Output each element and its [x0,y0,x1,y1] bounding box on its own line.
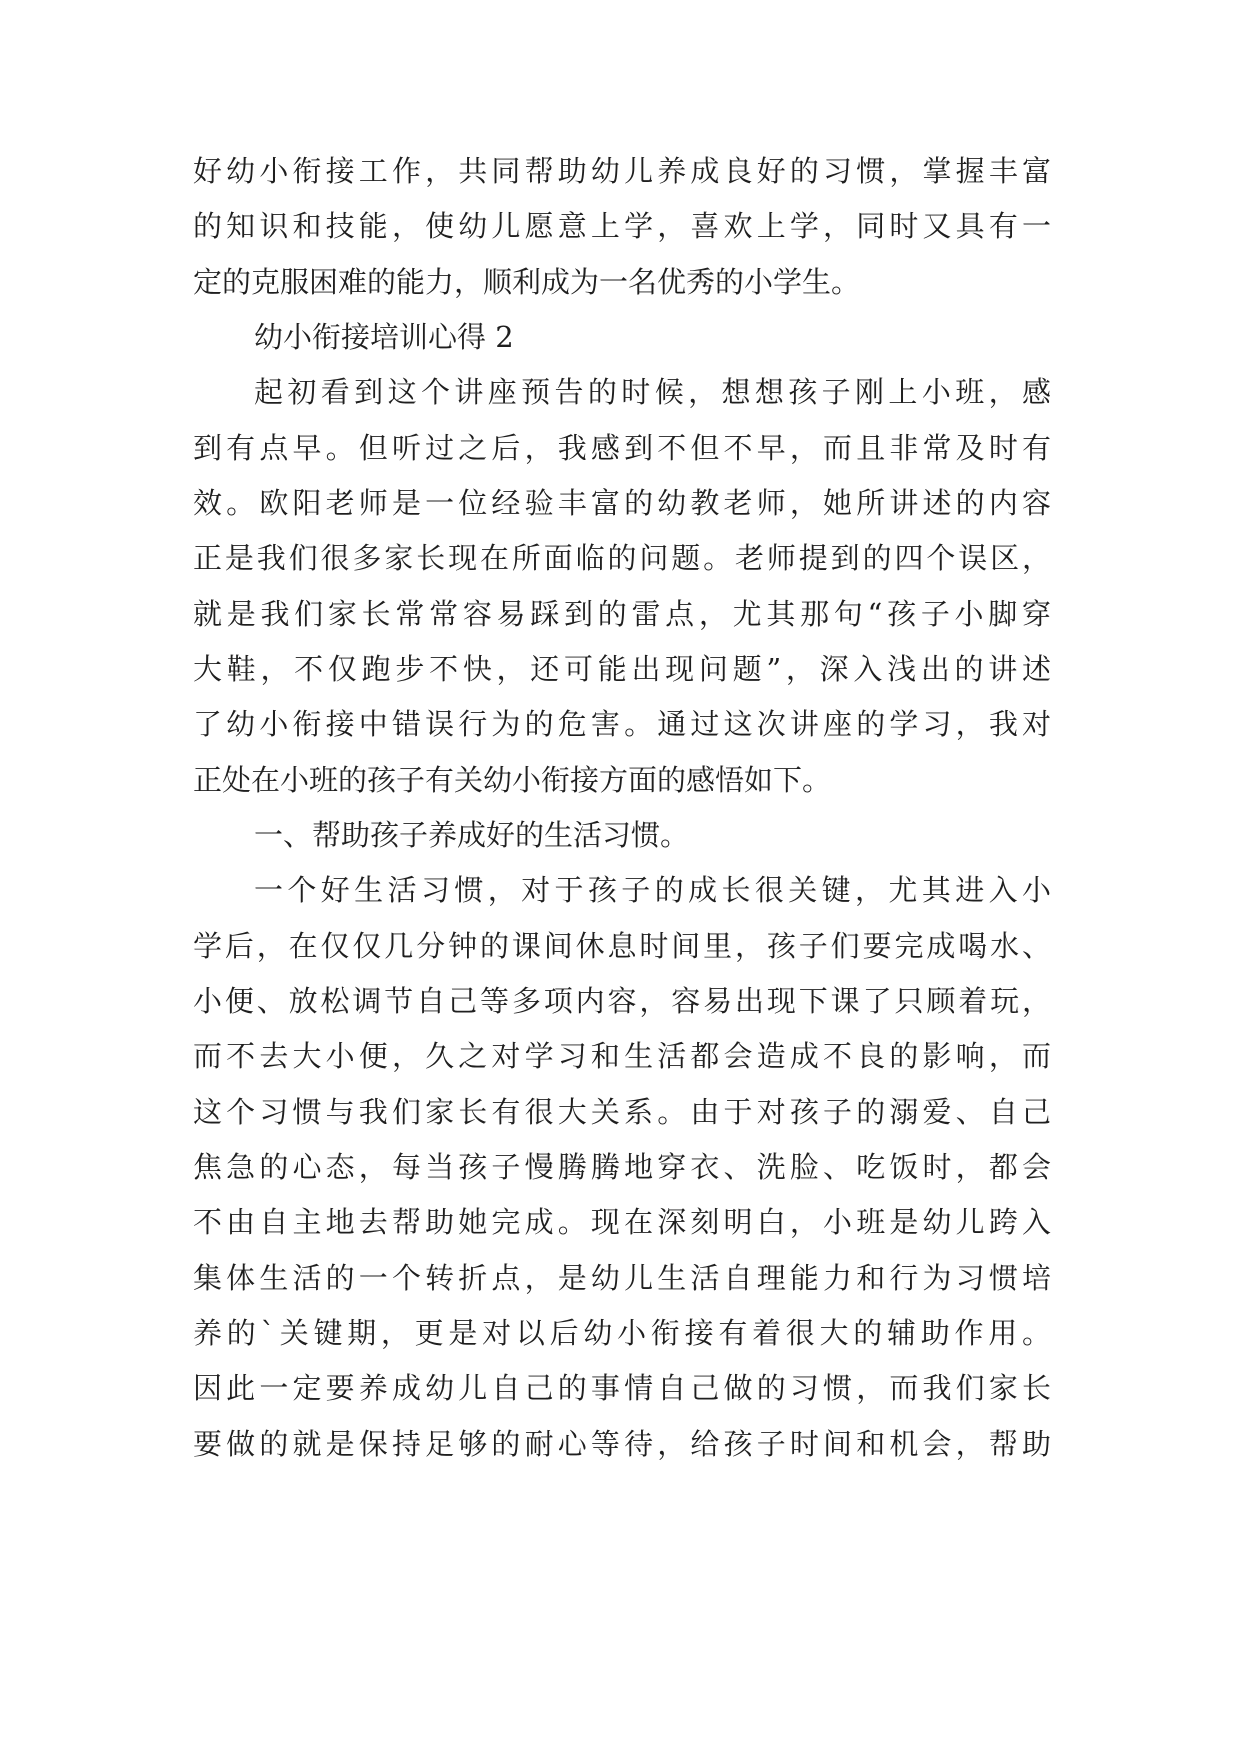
paragraph-line: 不由自主地去帮助她完成。现在深刻明白，小班是幼儿跨入 [193,1205,1051,1239]
section-heading: 一、帮助孩子养成好的生活习惯。 [254,818,690,852]
paragraph-line: 到有点早。但听过之后，我感到不但不早，而且非常及时有 [193,431,1051,465]
paragraph-line: 集体生活的一个转折点，是幼儿生活自理能力和行为习惯培 [193,1261,1051,1295]
paragraph-line: 大鞋，不仅跑步不快，还可能出现问题”，深入浅出的讲述 [193,652,1051,686]
paragraph-line: 的知识和技能，使幼儿愿意上学，喜欢上学，同时又具有一 [193,209,1051,243]
paragraph-line: 而不去大小便，久之对学习和生活都会造成不良的影响，而 [193,1039,1051,1073]
paragraph-line: 就是我们家长常常容易踩到的雷点，尤其那句“孩子小脚穿 [193,597,1051,631]
paragraph-line: 要做的就是保持足够的耐心等待，给孩子时间和机会，帮助 [193,1427,1051,1461]
paragraph-line: 小便、放松调节自己等多项内容，容易出现下课了只顾着玩， [193,984,1051,1018]
paragraph-line: 效。欧阳老师是一位经验丰富的幼教老师，她所讲述的内容 [193,486,1051,520]
paragraph-line: 好幼小衔接工作，共同帮助幼儿养成良好的习惯，掌握丰富 [193,154,1051,188]
paragraph-line: 正处在小班的孩子有关幼小衔接方面的感悟如下。 [193,763,832,797]
paragraph-line: 定的克服困难的能力，顺利成为一名优秀的小学生。 [193,265,861,299]
section-heading: 幼小衔接培训心得 2 [254,320,514,354]
paragraph-line: 焦急的心态，每当孩子慢腾腾地穿衣、洗脸、吃饭时，都会 [193,1150,1051,1184]
paragraph-line: 了幼小衔接中错误行为的危害。通过这次讲座的学习，我对 [193,707,1051,741]
paragraph-line: 一个好生活习惯，对于孩子的成长很关键，尤其进入小 [254,873,1051,907]
paragraph-line: 这个习惯与我们家长有很大关系。由于对孩子的溺爱、自己 [193,1095,1051,1129]
paragraph-line: 养的`关键期，更是对以后幼小衔接有着很大的辅助作用。 [193,1316,1051,1350]
paragraph-line: 正是我们很多家长现在所面临的问题。老师提到的四个误区， [193,541,1051,575]
paragraph-line: 因此一定要养成幼儿自己的事情自己做的习惯，而我们家长 [193,1371,1051,1405]
paragraph-line: 学后，在仅仅几分钟的课间休息时间里，孩子们要完成喝水、 [193,929,1051,963]
paragraph-line: 起初看到这个讲座预告的时候，想想孩子刚上小班，感 [254,375,1051,409]
